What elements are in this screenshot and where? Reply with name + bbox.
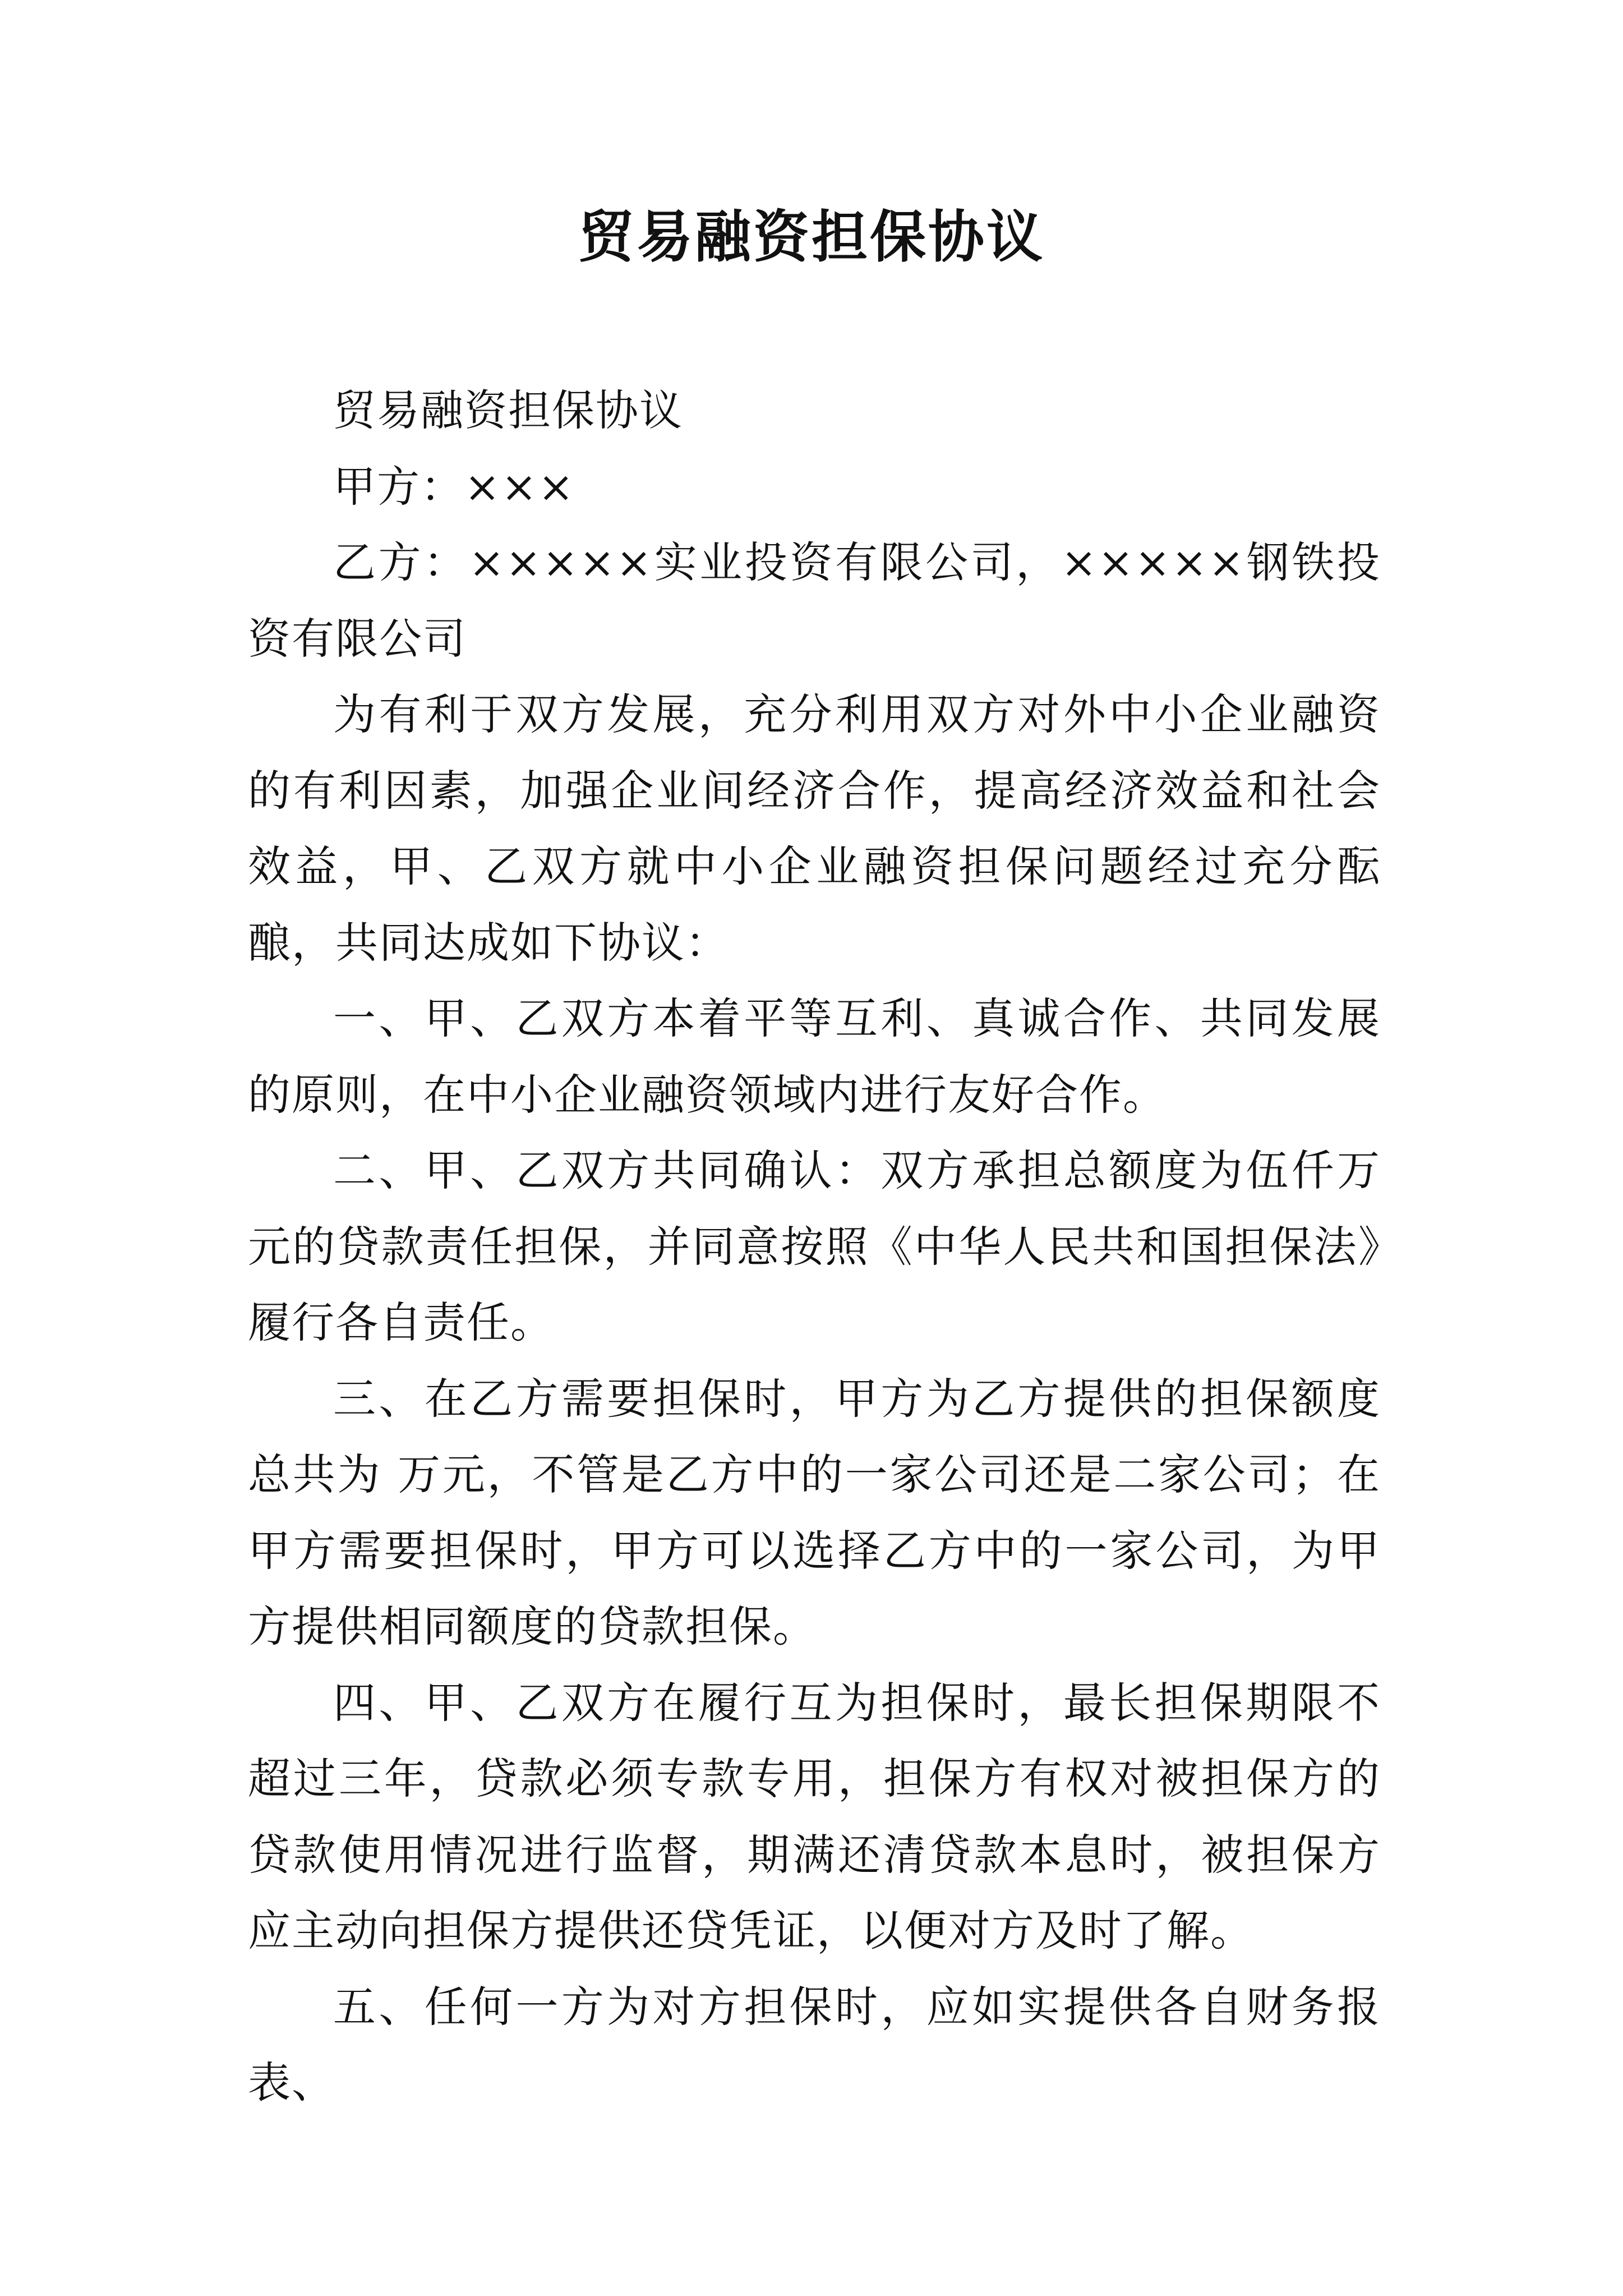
paragraph-clause-4: 四、甲、乙双方在履行互为担保时，最长担保期限不超过三年，贷款必须专款专用，担保方有权对被担保方的贷款使用情况进行监督，期满还清贷款本息时，被担保方应主动向担保方提供还贷凭证，以便对方及时了解。 <box>248 1677 1381 1955</box>
paragraph-preamble: 为有利于双方发展，充分利用双方对外中小企业融资的有利因素，加强企业间经济合作，提高经济效益和社会效益，甲、乙双方就中小企业融资担保问题经过充分酝酿，共同达成如下协议： <box>248 689 1381 968</box>
paragraph-party-b: 乙方：×××××实业投资有限公司，×××××钢铁投资有限公司 <box>248 537 1381 664</box>
paragraph-clause-3: 三、在乙方需要担保时，甲方为乙方提供的担保额度总共为 万元，不管是乙方中的一家公司还是二家公司；在甲方需要担保时，甲方可以选择乙方中的一家公司，为甲方提供相同额度的贷款担保。 <box>248 1373 1381 1651</box>
paragraph-heading: 贸易融资担保协议 <box>333 385 683 435</box>
paragraph-clause-1: 一、甲、乙双方本着平等互利、真诚合作、共同发展的原则，在中小企业融资领域内进行友好合作。 <box>248 993 1381 1120</box>
paragraph-party-a: 甲方：××× <box>333 461 575 512</box>
document-body <box>248 372 1381 2121</box>
paragraph-clause-2: 二、甲、乙双方共同确认：双方承担总额度为伍仟万元的贷款责任担保，并同意按照《中华人民共和国担保法》履行各自责任。 <box>248 1145 1381 1347</box>
paragraph-clause-5: 五、任何一方为对方担保时，应如实提供各自财务报表、 <box>248 1981 1381 2108</box>
document-title: 贸易融资担保协议 <box>578 204 1045 270</box>
